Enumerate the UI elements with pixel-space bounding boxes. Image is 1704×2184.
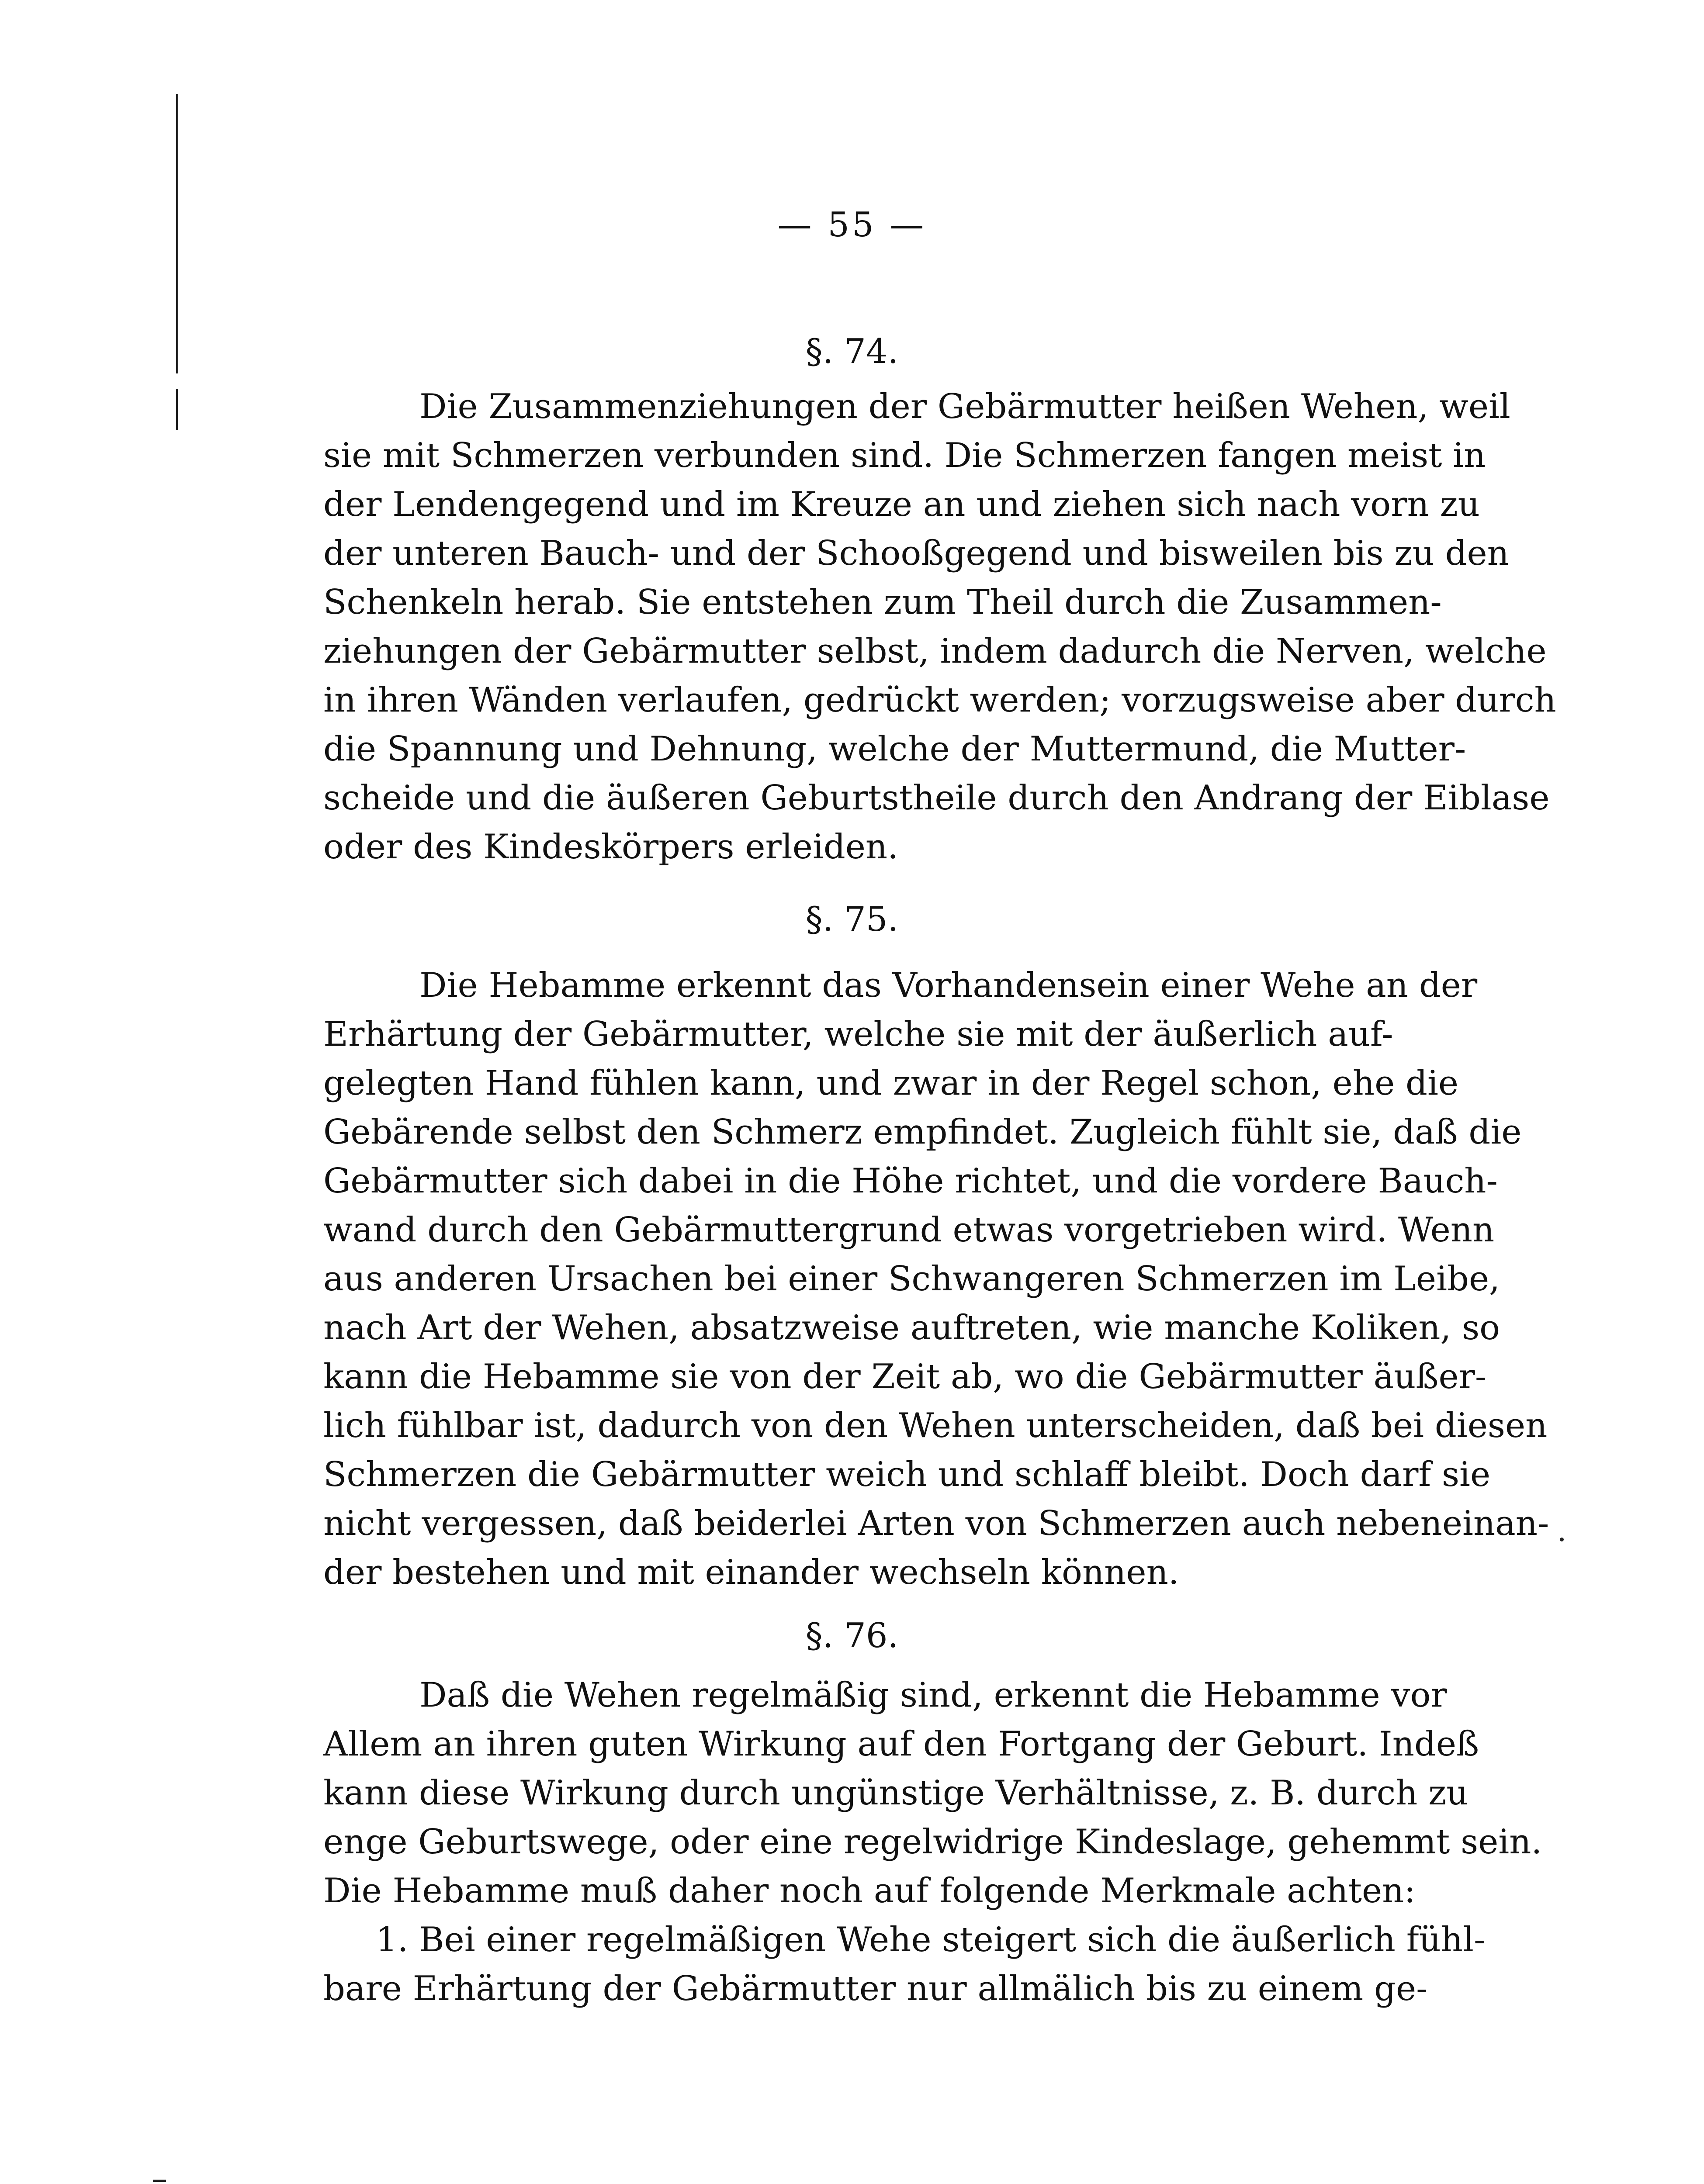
text-line: Daß die Wehen regelmäßig sind, erkennt die Hebamme vor (419, 1676, 1447, 1715)
paragraph-74 (323, 382, 1556, 871)
text-line: sie mit Schmerzen verbunden sind. Die Schmerzen fangen meist in (323, 436, 1486, 475)
text-line: Erhärtung der Gebärmutter, welche sie mit der äußerlich auf- (323, 1015, 1393, 1054)
text-line: Die Zusammenziehungen der Gebärmutter heißen Wehen, weil (419, 387, 1510, 426)
paragraph-75 (323, 961, 1549, 1597)
text-line: Gebärende selbst den Schmerz empfindet. Zugleich fühlt sie, daß die (323, 1113, 1522, 1152)
text-line: Schenkeln herab. Sie entstehen zum Theil durch die Zusammen- (323, 583, 1442, 622)
section-heading-74: §. 74. (805, 332, 899, 371)
text-line: in ihren Wänden verlaufen, gedrückt werden; vorzugsweise aber durch (323, 681, 1556, 720)
text-line: lich fühlbar ist, dadurch von den Wehen unterscheiden, daß bei diesen (323, 1406, 1548, 1445)
left-margin-rule-lower (176, 389, 178, 430)
text-line: bare Erhärtung der Gebärmutter nur allmälich bis zu einem ge- (323, 1969, 1428, 2008)
section-heading-76: §. 76. (805, 1616, 899, 1655)
text-line: scheide und die äußeren Geburtstheile durch den Andrang der Eiblase (323, 778, 1550, 818)
text-line: nach Art der Wehen, absatzweise auftreten, wie manche Koliken, so (323, 1308, 1500, 1348)
text-line: Gebärmutter sich dabei in die Höhe richtet, und die vordere Bauch- (323, 1161, 1498, 1201)
text-line: aus anderen Ursachen bei einer Schwangeren Schmerzen im Leibe, (323, 1259, 1500, 1299)
page-number: — 55 — (777, 205, 927, 245)
text-line: nicht vergessen, daß beiderlei Arten von Schmerzen auch nebeneinan- (323, 1504, 1549, 1543)
corner-mark (153, 2180, 166, 2182)
text-line: kann diese Wirkung durch ungünstige Verhältnisse, z. B. durch zu (323, 1773, 1468, 1813)
paragraph-76 (323, 1671, 1542, 2013)
margin-dot (1560, 1538, 1564, 1541)
text-line: Die Hebamme erkennt das Vorhandensein einer Wehe an der (419, 966, 1478, 1005)
text-line: der Lendengegend und im Kreuze an und ziehen sich nach vorn zu (323, 485, 1480, 524)
text-line: der unteren Bauch- und der Schooßgegend und bisweilen bis zu den (323, 534, 1509, 573)
text-line: Die Hebamme muß daher noch auf folgende Merkmale achten: (323, 1871, 1416, 1911)
list-item-line: 1. Bei einer regelmäßigen Wehe steigert sich die äußerlich fühl- (376, 1920, 1486, 1959)
text-line: oder des Kindeskörpers erleiden. (323, 827, 898, 867)
text-line: gelegten Hand fühlen kann, und zwar in der Regel schon, ehe die (323, 1064, 1459, 1103)
text-line: Allem an ihren guten Wirkung auf den Fortgang der Geburt. Indeß (323, 1724, 1479, 1764)
section-heading-75: §. 75. (805, 900, 899, 939)
text-line: der bestehen und mit einander wechseln können. (323, 1553, 1179, 1592)
text-line: enge Geburtswege, oder eine regelwidrige Kindeslage, gehemmt sein. (323, 1822, 1542, 1862)
text-line: Schmerzen die Gebärmutter weich und schlaff bleibt. Doch darf sie (323, 1455, 1491, 1494)
text-line: ziehungen der Gebärmutter selbst, indem dadurch die Nerven, welche (323, 632, 1547, 671)
text-line: kann die Hebamme sie von der Zeit ab, wo die Gebärmutter äußer- (323, 1357, 1487, 1396)
text-line: die Spannung und Dehnung, welche der Muttermund, die Mutter- (323, 729, 1466, 769)
text-line: wand durch den Gebärmuttergrund etwas vorgetrieben wird. Wenn (323, 1210, 1495, 1250)
